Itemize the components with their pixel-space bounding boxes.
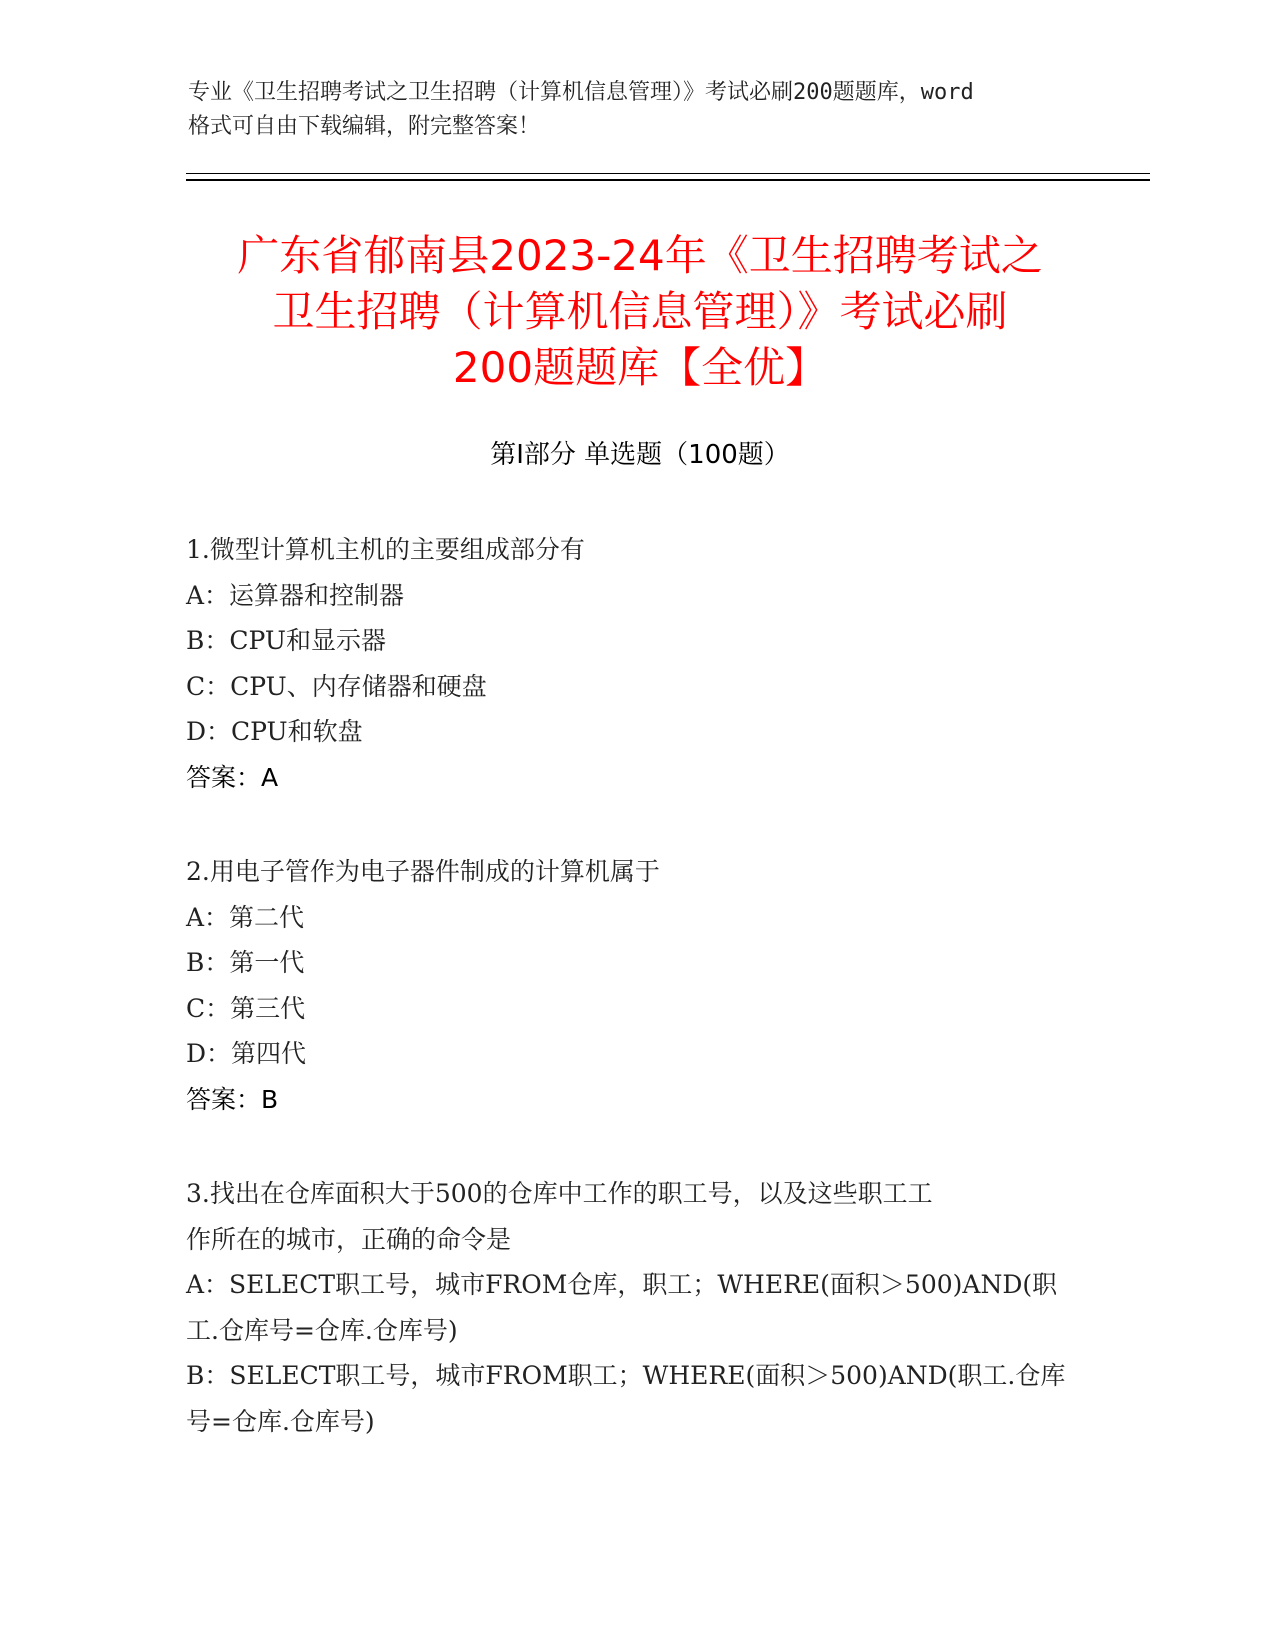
document-title [160, 228, 1120, 396]
header-note-line: 专业《卫生招聘考试之卫生招聘（计算机信息管理）》考试必刷200题题库，word [188, 80, 974, 105]
option-a-line: 工.仓库号=仓库.仓库号) [186, 1315, 458, 1345]
option-c: C：第三代 [186, 993, 306, 1023]
option-b: B：CPU和显示器 [186, 626, 386, 655]
option-b-line: 号=仓库.仓库号) [186, 1406, 375, 1436]
option-d: D：第四代 [186, 1039, 307, 1068]
question-stem-line: 作所在的城市，正确的命令是 [186, 1224, 512, 1254]
title-line: 200题题库【全优】 [452, 343, 828, 392]
answer: 答案：A [186, 762, 279, 792]
option-b-line: B：SELECT职工号，城市FROM职工；WHERE(面积＞500)AND(职工.仓库 [186, 1361, 1066, 1390]
divider-thick [186, 179, 1150, 181]
question-stem: 1.微型计算机主机的主要组成部分有 [186, 535, 585, 564]
option-c: C：CPU、内存储器和硬盘 [186, 671, 487, 701]
question-stem: 2.用电子管作为电子器件制成的计算机属于 [186, 857, 660, 886]
header-note [188, 76, 1088, 144]
question-3 [186, 1171, 1086, 1444]
question-2 [186, 849, 1086, 1122]
question-list [186, 527, 1086, 1493]
question-1 [186, 527, 1086, 800]
option-b: B：第一代 [186, 948, 305, 977]
option-a-line: A：SELECT职工号，城市FROM仓库，职工；WHERE(面积＞500)AND(职 [186, 1270, 1058, 1299]
title-line: 卫生招聘（计算机信息管理）》考试必刷 [272, 287, 1008, 336]
option-a: A：运算器和控制器 [186, 580, 405, 610]
title-line: 广东省郁南县2023-24年《卫生招聘考试之 [237, 231, 1043, 280]
answer: 答案：B [186, 1084, 279, 1114]
option-d: D：CPU和软盘 [186, 717, 363, 746]
divider-thin [186, 173, 1150, 174]
question-stem-line: 3.找出在仓库面积大于500的仓库中工作的职工号，以及这些职工工 [186, 1179, 933, 1208]
header-note-line: 格式可自由下载编辑，附完整答案！ [188, 114, 541, 139]
option-a: A：第二代 [186, 902, 305, 932]
section-heading: 第Ⅰ部分 单选题（100题） [490, 440, 790, 470]
